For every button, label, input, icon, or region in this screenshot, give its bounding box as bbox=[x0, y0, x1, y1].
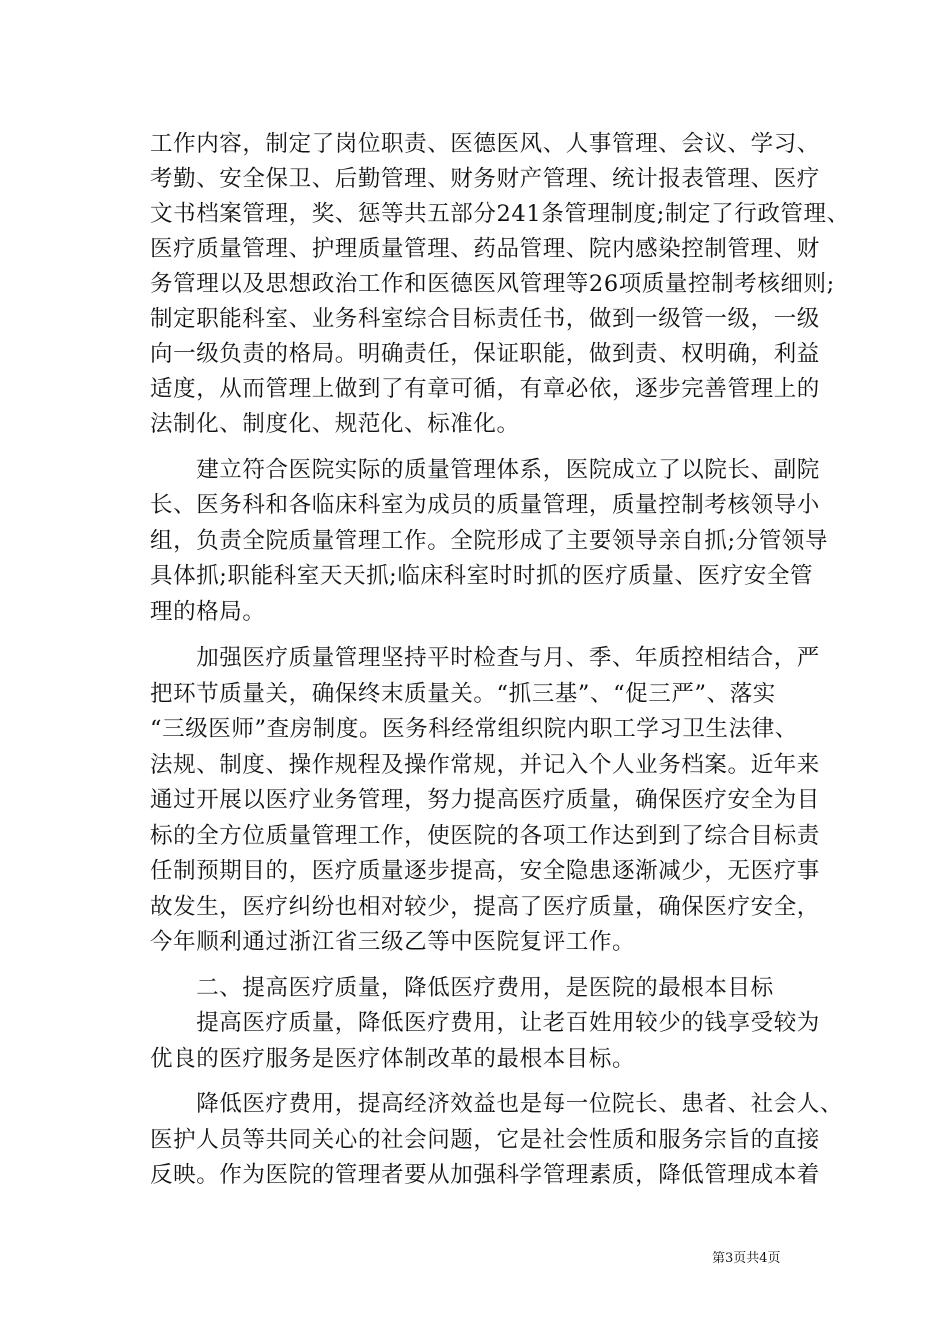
text-line: 法规、制度、操作规程及操作常规，并记入个人业务档案。近年来 bbox=[150, 752, 820, 778]
text-line: 文书档案管理，奖、惩等共五部分241条管理制度;制定了行政管理、 bbox=[150, 201, 850, 227]
text-line: 制定职能科室、业务科室综合目标责任书，做到一级管一级，一级 bbox=[150, 306, 820, 332]
text-line: 建立符合医院实际的质量管理体系，医院成立了以院长、副院 bbox=[150, 457, 820, 483]
text-line: 标的全方位质量管理工作，使医院的各项工作达到到了综合目标责 bbox=[150, 823, 820, 849]
text-line: 法制化、制度化、规范化、标准化。 bbox=[150, 411, 520, 437]
text-line: 通过开展以医疗业务管理，努力提高医疗质量，确保医疗安全为目 bbox=[150, 787, 820, 813]
text-line: 考勤、安全保卫、后勤管理、财务财产管理、统计报表管理、医疗 bbox=[150, 166, 820, 192]
text-line: 故发生，医疗纠纷也相对较少，提高了医疗质量，确保医疗安全， bbox=[150, 894, 820, 920]
text-line: 适度，从而管理上做到了有章可循，有章必依，逐步完善管理上的 bbox=[150, 376, 820, 402]
text-line: 把环节质量关，确保终末质量关。“抓三基”、“促三严”、落实 bbox=[150, 681, 776, 707]
text-line: 长、医务科和各临床科室为成员的质量管理，质量控制考核领导小 bbox=[150, 492, 820, 518]
text-line: 加强医疗质量管理坚持平时检查与月、季、年质控相结合，严 bbox=[150, 645, 820, 671]
section-heading: 二、提高医疗质量，降低医疗费用，是医院的最根本目标 bbox=[150, 975, 774, 1001]
text-line: 任制预期目的，医疗质量逐步提高，安全隐患逐渐减少，无医疗事 bbox=[150, 858, 820, 884]
text-line: 优良的医疗服务是医疗体制改革的最根本目标。 bbox=[150, 1046, 636, 1072]
text-line: 工作内容，制定了岗位职责、医德医风、人事管理、会议、学习、 bbox=[150, 131, 820, 157]
text-line: 医护人员等共同关心的社会问题，它是社会性质和服务宗旨的直接 bbox=[150, 1127, 820, 1153]
text-line: 降低医疗费用，提高经济效益也是每一位院长、患者、社会人、 bbox=[150, 1091, 844, 1117]
text-line: “三级医师”查房制度。医务科经常组织院内职工学习卫生法律、 bbox=[150, 716, 798, 742]
text-line: 向一级负责的格局。明确责任，保证职能，做到责、权明确，利益 bbox=[150, 341, 820, 367]
text-line: 医疗质量管理、护理质量管理、药品管理、院内感染控制管理、财 bbox=[150, 236, 820, 262]
page-number-footer: 第3页共4页 bbox=[712, 1251, 781, 1266]
text-line: 今年顺利通过浙江省三级乙等中医院复评工作。 bbox=[150, 929, 636, 955]
text-line: 反映。作为医院的管理者要从加强科学管理素质，降低管理成本着 bbox=[150, 1162, 820, 1188]
text-line: 提高医疗质量，降低医疗费用，让老百姓用较少的钱享受较为 bbox=[150, 1010, 820, 1036]
text-line: 组，负责全院质量管理工作。全院形成了主要领导亲自抓;分管领导 bbox=[150, 528, 829, 554]
text-line: 具体抓;职能科室天天抓;临床科室时时抓的医疗质量、医疗安全管 bbox=[150, 563, 814, 589]
text-line: 理的格局。 bbox=[150, 599, 266, 625]
text-line: 务管理以及思想政治工作和医德医风管理等26项质量控制考核细则; bbox=[150, 271, 835, 297]
